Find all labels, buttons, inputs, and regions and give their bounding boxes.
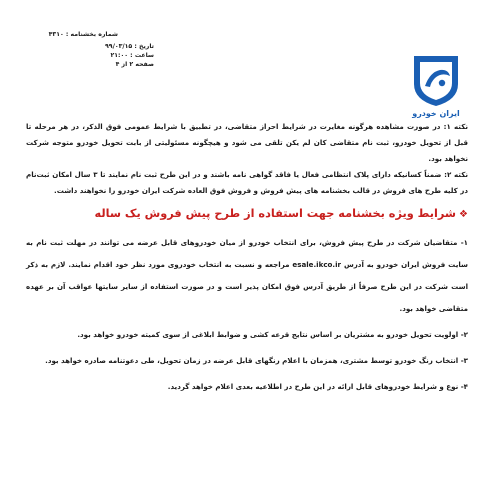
page-number: صفحه ۲ از ۴ <box>115 61 154 68</box>
circular-number: شماره بخشنامه : ۴۳۱۰ <box>48 31 118 38</box>
condition-1-text-end: مراجعه و نسبت به انتخاب خودروی مورد نظر خود اقدام نمایند. لازم به ذکر است شرکت در این طرح صرفاً از طریق آدرس فوق امکان پذیر است و در صورت استفاده از سایر سایتها عواقب آن بر عهده متقاضی خواهد بود. <box>26 260 468 314</box>
section-heading <box>46 205 468 224</box>
condition-item-1 <box>26 232 468 320</box>
note-1: نکته ۱: در صورت مشاهده هرگونه مغایرت در شرایط احراز متقاضی، در تطبیق با شرایط عمومی فوق الذکر، در هر مرحله تا قبل از تحویل خودرو، ثبت نام متقاضی کان لم یکن تلقی می شود و هیچگونه مسئولیتی از بابت تحویل خودرو متوجه شرکت نخواهد بود. <box>26 122 468 164</box>
esale-website-link[interactable]: esale.ikco.ir <box>292 260 342 270</box>
circular-time: ساعت : ۲۱:۰۰ <box>110 52 154 59</box>
condition-item-2: ۲- اولویت تحویل خودرو به مشتریان بر اساس نتایج قرعه کشی و ضوابط ابلاغی از سوی کمیته خودرو خواهد بود. <box>77 330 468 340</box>
bullet-star-icon: ❖ <box>459 209 468 221</box>
circular-body <box>26 119 468 402</box>
brand-logo-icon <box>406 50 466 110</box>
section-title: شرایط ویژه بخشنامه جهت استفاده از طرح پیش فروش یک ساله <box>94 207 457 221</box>
circular-date: تاریخ : ۹۹/۰۳/۱۵ <box>105 43 154 50</box>
condition-item-3: ۳- انتخاب رنگ خودرو توسط مشتری، همزمان با اعلام رنگهای قابل عرضه در زمان تحویل، طی دعوتنامه صادره خواهد بود. <box>45 356 468 366</box>
condition-item-4: ۴- نوع و شرایط خودروهای قابل ارائه در این طرح در اطلاعیه بعدی اعلام خواهد گردید. <box>167 382 468 392</box>
brand-name: ایران خودرو <box>412 109 460 118</box>
condition-1-text-start: ۱- متقاضیان شرکت در طرح پیش فروش، برای انتخاب خودرو از میان خودروهای قابل عرضه می توانند در مهلت ثبت نام به سایت فروش ایران خودرو به آدرس <box>26 238 468 270</box>
note-2: نکته ۲: ضمناً کسانیکه دارای پلاک انتظامی فعال یا فاقد گواهی نامه باشند و در این طرح ثبت نام نمایند تا ۳ سال امکان ثبت‌نام در کلیه طرح های فروش در قالب بخشنامه های پیش فروش و فروش فوق العاده شرکت ایران خودرو را نخواهند داشت. <box>26 170 468 196</box>
circular-meta <box>48 31 154 69</box>
